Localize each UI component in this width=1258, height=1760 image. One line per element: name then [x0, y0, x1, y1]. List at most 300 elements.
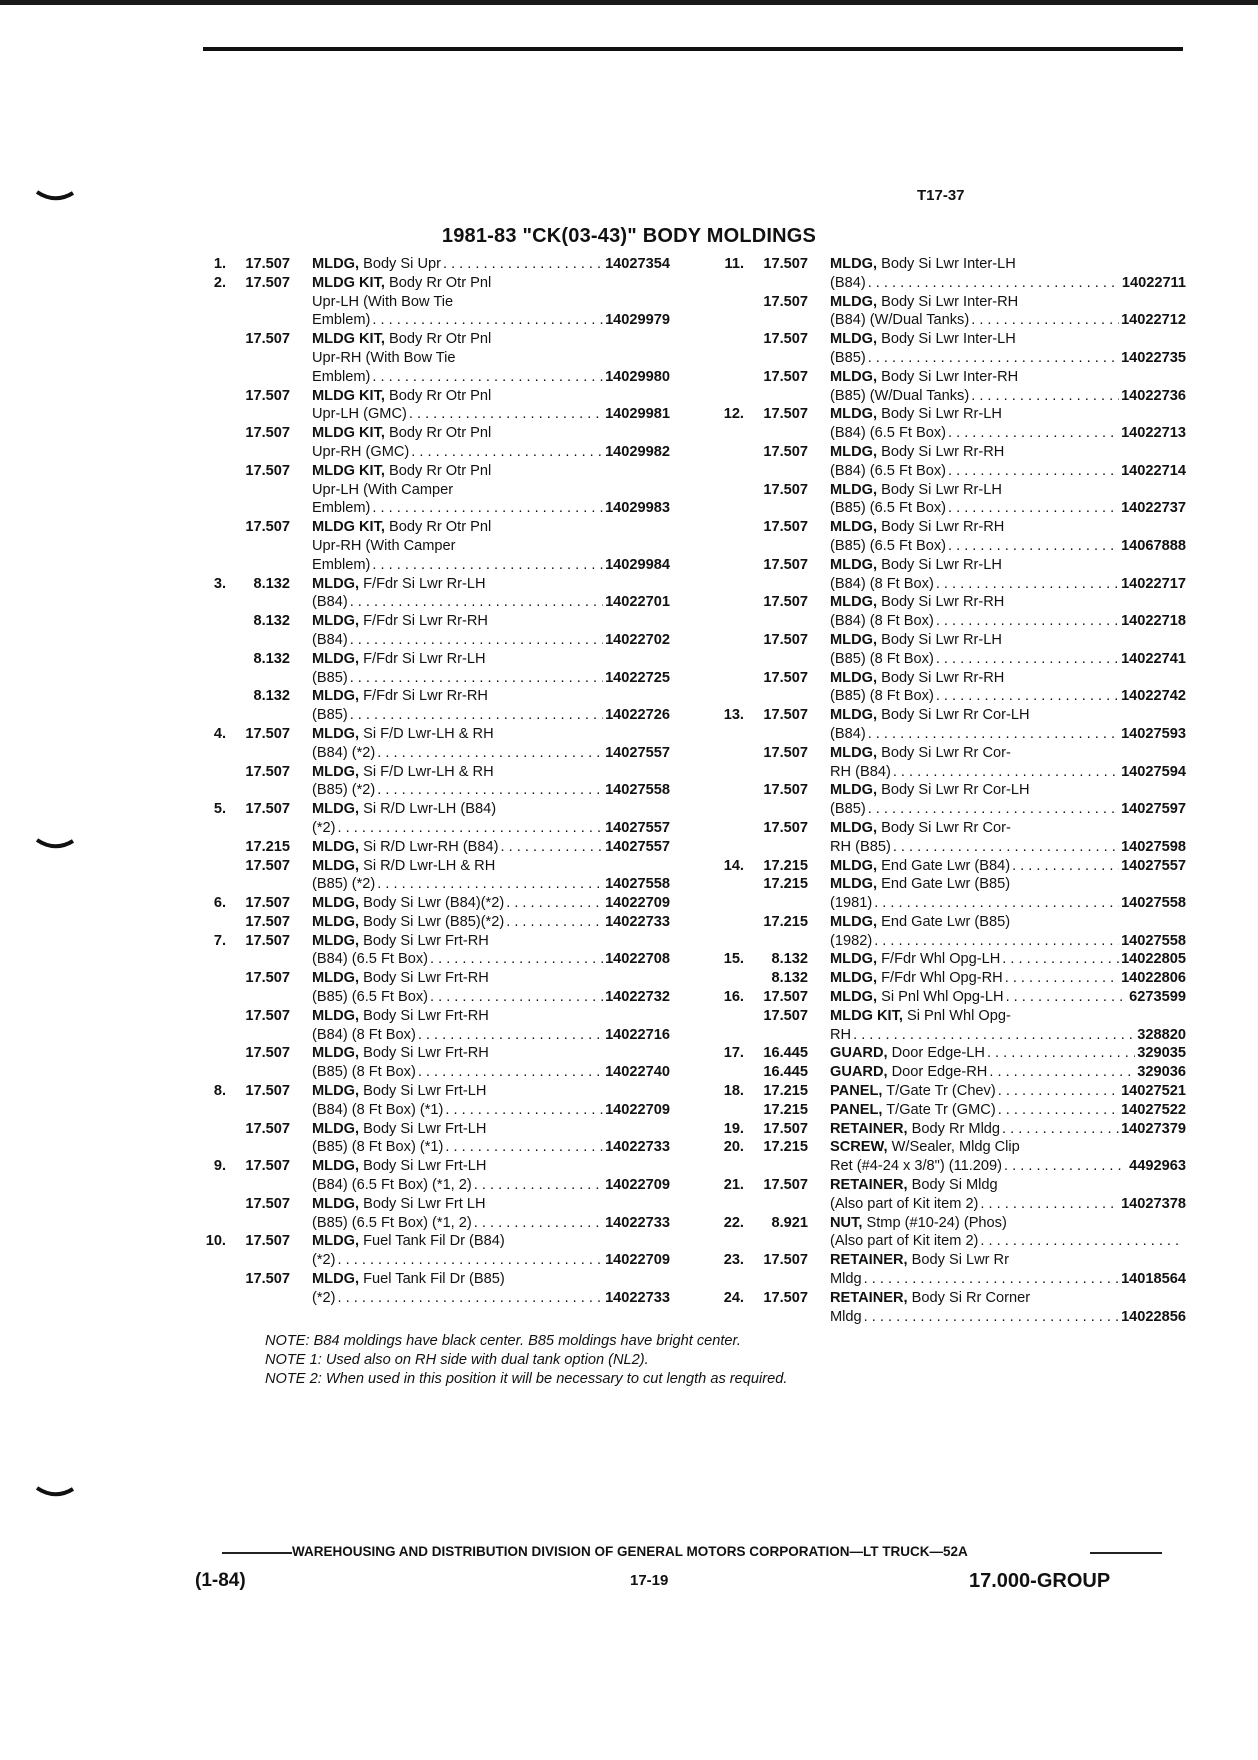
- description-line: [830, 443, 1186, 462]
- part-detail: (B84): [312, 631, 348, 648]
- section-number: 17.507: [245, 1083, 290, 1100]
- parts-entry: [708, 405, 1186, 443]
- dot-leader: [377, 744, 603, 763]
- description-line: [830, 1232, 1186, 1251]
- part-number: 14027557: [605, 744, 670, 761]
- description-text: [312, 1214, 472, 1233]
- description-line: [830, 857, 1186, 876]
- section-number: 17.507: [763, 1007, 808, 1024]
- section-number: 17.507: [763, 406, 808, 423]
- description-line: [830, 1195, 1186, 1214]
- description-text: [312, 462, 491, 481]
- description-text: [830, 575, 934, 594]
- parts-entry: [190, 330, 670, 386]
- part-detail: (1981): [830, 895, 873, 912]
- part-detail: End Gate Lwr (B85): [881, 876, 1011, 893]
- item-number: [190, 1195, 226, 1233]
- description-line: [312, 819, 670, 838]
- part-detail: Body Si Lwr (B85)(*2): [363, 913, 505, 930]
- dot-leader: [971, 311, 1119, 330]
- part-description: [830, 330, 1186, 368]
- part-name: MLDG,: [830, 256, 878, 272]
- section-number: 17.507: [763, 368, 808, 385]
- description-line: [830, 368, 1186, 387]
- binder-hole-mark: [35, 838, 75, 850]
- part-detail: (B85) (6.5 Ft Box) (*1, 2): [312, 1214, 472, 1231]
- dot-leader: [430, 988, 603, 1007]
- description-text: [312, 424, 491, 443]
- part-detail: (B84): [830, 725, 866, 742]
- part-number: 14022737: [1121, 500, 1186, 517]
- description-line: [312, 1270, 670, 1289]
- description-line: [312, 1289, 670, 1308]
- description-line: [830, 255, 1186, 274]
- part-detail: (B85) (8 Ft Box): [830, 650, 934, 667]
- description-text: [830, 1138, 1020, 1157]
- section-number: 17.507: [763, 1252, 808, 1269]
- item-number: [190, 913, 226, 932]
- part-detail: (B85) (*2): [312, 876, 376, 893]
- part-name: MLDG,: [312, 725, 360, 742]
- description-text: [830, 744, 1011, 763]
- section-number: 17.507: [763, 782, 808, 799]
- description-line: [830, 1007, 1186, 1026]
- description-text: [312, 311, 370, 330]
- description-text: [312, 1157, 486, 1176]
- part-description: [830, 781, 1186, 819]
- dot-leader: [501, 838, 604, 857]
- description-line: [312, 349, 670, 368]
- section-number: 17.215: [763, 1101, 808, 1118]
- section-number: 17.215: [763, 1139, 808, 1156]
- part-detail: (*2): [312, 1252, 336, 1269]
- description-text: [312, 838, 499, 857]
- item-number: 20.: [723, 1139, 744, 1156]
- part-detail: Body Si Lwr Rr Cor-LH: [881, 782, 1030, 799]
- description-text: [312, 1044, 489, 1063]
- part-detail: Body Si Lwr Frt-RH: [363, 932, 489, 949]
- description-line: [830, 1308, 1186, 1327]
- description-line: [830, 1157, 1186, 1176]
- part-detail: (Also part of Kit item 2): [830, 1195, 979, 1212]
- part-detail: Body Si Lwr Frt-RH: [363, 1045, 489, 1062]
- binder-hole-mark: [35, 190, 75, 202]
- part-name: GUARD,: [830, 1045, 888, 1062]
- dot-leader: [987, 1044, 1135, 1063]
- description-line: [830, 1176, 1186, 1195]
- parts-entry: [190, 800, 670, 838]
- description-line: [830, 575, 1186, 594]
- description-text: [312, 1026, 416, 1045]
- description-text: [312, 499, 370, 518]
- item-number: 6.: [213, 895, 226, 912]
- description-line: [312, 293, 670, 312]
- part-name: PANEL,: [830, 1083, 883, 1100]
- description-line: [830, 1063, 1186, 1082]
- parts-entry: [708, 593, 1186, 631]
- item-number: 24.: [723, 1289, 744, 1306]
- part-name: MLDG,: [312, 970, 360, 987]
- description-line: [312, 330, 670, 349]
- part-name: MLDG,: [830, 782, 878, 799]
- item-number: [708, 293, 744, 331]
- description-text: [312, 481, 453, 500]
- page-title: 1981-83 "CK(03-43)" BODY MOLDINGS: [441, 225, 817, 247]
- section-number: 17.215: [763, 876, 808, 893]
- description-text: [830, 443, 1004, 462]
- section-number: 8.921: [771, 1214, 808, 1231]
- item-number: [190, 763, 226, 801]
- part-description: [830, 1082, 1186, 1101]
- dot-leader: [338, 819, 604, 838]
- description-text: [830, 499, 946, 518]
- description-text: [830, 462, 946, 481]
- part-detail: (B85): [312, 669, 348, 686]
- section-number: 17.507: [245, 462, 290, 479]
- part-name: MLDG,: [312, 857, 360, 874]
- part-detail: (B84) (6.5 Ft Box): [830, 462, 946, 479]
- section-number: 17.507: [763, 293, 808, 310]
- section-number: 17.507: [245, 425, 290, 442]
- part-description: [830, 556, 1186, 594]
- part-detail: F/Fdr Si Lwr Rr-RH: [363, 688, 488, 705]
- part-detail: Body Si Lwr Rr: [911, 1252, 1009, 1269]
- part-description: [830, 744, 1186, 782]
- part-name: MLDG,: [830, 951, 878, 968]
- description-line: [312, 1251, 670, 1270]
- description-line: [312, 894, 670, 913]
- dot-leader: [980, 1195, 1119, 1214]
- dot-leader: [1002, 1120, 1119, 1139]
- part-name: MLDG KIT,: [312, 274, 385, 291]
- part-description: [312, 857, 670, 895]
- parts-entry: [708, 875, 1186, 913]
- part-detail: Body Si Lwr Inter-RH: [881, 293, 1019, 310]
- part-detail: Upr-LH (With Camper: [312, 481, 454, 498]
- item-number: [190, 1270, 226, 1308]
- description-line: [830, 1214, 1186, 1233]
- dot-leader: [377, 781, 603, 800]
- part-name: PANEL,: [830, 1101, 883, 1118]
- description-text: [830, 763, 891, 782]
- part-number: 14022718: [1121, 613, 1186, 630]
- part-detail: Body Si Lwr Rr-LH: [881, 406, 1002, 423]
- section-number: 17.507: [763, 256, 808, 272]
- description-text: [312, 781, 375, 800]
- part-detail: T/Gate Tr (Chev): [886, 1083, 996, 1100]
- description-line: [312, 443, 670, 462]
- item-number: 1.: [213, 256, 226, 272]
- parts-entry: [190, 1270, 670, 1308]
- section-number: 17.507: [245, 970, 290, 987]
- part-detail: Upr-RH (With Bow Tie: [312, 349, 456, 366]
- description-line: [312, 311, 670, 330]
- item-number: [190, 1120, 226, 1158]
- item-number: 22.: [723, 1214, 744, 1231]
- part-detail: (B84) (6.5 Ft Box): [830, 425, 946, 442]
- part-name: RETAINER,: [830, 1289, 908, 1306]
- part-name: MLDG,: [830, 669, 878, 686]
- section-number: 17.507: [245, 932, 290, 949]
- part-name: MLDG,: [830, 443, 878, 460]
- part-detail: Emblem): [312, 500, 371, 517]
- description-line: [312, 988, 670, 1007]
- parts-entry: [190, 838, 670, 857]
- description-line: [830, 875, 1186, 894]
- dot-leader: [372, 556, 603, 575]
- part-name: MLDG KIT,: [312, 387, 385, 404]
- part-detail: End Gate Lwr (B84): [881, 857, 1011, 874]
- section-number: 17.507: [245, 801, 290, 818]
- section-number: 17.215: [763, 857, 808, 874]
- description-text: [830, 537, 946, 556]
- part-detail: Emblem): [312, 556, 371, 573]
- part-name: MLDG,: [312, 801, 360, 818]
- part-number: 14022716: [605, 1026, 670, 1043]
- part-number: 14027378: [1121, 1195, 1186, 1212]
- parts-entry: [708, 518, 1186, 556]
- part-name: MLDG,: [312, 1045, 360, 1062]
- part-description: [312, 518, 670, 574]
- description-text: [830, 593, 1004, 612]
- parts-entry: [190, 612, 670, 650]
- parts-entry: [708, 1044, 1186, 1063]
- part-description: [312, 913, 670, 932]
- description-text: [830, 349, 866, 368]
- dot-leader: [868, 800, 1119, 819]
- part-name: RETAINER,: [830, 1252, 908, 1269]
- part-detail: Body Si Lwr Inter-LH: [881, 256, 1016, 272]
- description-line: [830, 1270, 1186, 1289]
- part-description: [312, 1044, 670, 1082]
- dot-leader: [506, 894, 603, 913]
- parts-entry: [190, 387, 670, 425]
- dot-leader: [864, 1308, 1119, 1327]
- part-name: MLDG,: [830, 368, 878, 385]
- description-line: [312, 462, 670, 481]
- section-number: 17.507: [245, 895, 290, 912]
- section-number: 17.507: [245, 1271, 290, 1288]
- dot-leader: [445, 1101, 603, 1120]
- part-name: MLDG,: [312, 1158, 360, 1175]
- description-text: [312, 1270, 505, 1289]
- section-number: 17.215: [763, 1083, 808, 1100]
- description-text: [312, 255, 441, 274]
- item-number: [708, 1063, 744, 1082]
- description-text: [312, 650, 486, 669]
- description-line: [830, 593, 1186, 612]
- part-detail: (Also part of Kit item 2): [830, 1233, 979, 1250]
- part-name: MLDG,: [830, 293, 878, 310]
- part-detail: Upr-RH (GMC): [312, 443, 410, 460]
- part-number: 14022805: [1121, 951, 1186, 968]
- section-number: 17.507: [245, 387, 290, 404]
- description-text: [830, 1308, 862, 1327]
- description-text: [830, 988, 1004, 1007]
- dot-leader: [411, 443, 603, 462]
- parts-entry: [190, 725, 670, 763]
- part-description: [830, 631, 1186, 669]
- part-detail: (B84) (8 Ft Box): [830, 613, 934, 630]
- part-number: 14027558: [605, 876, 670, 893]
- description-line: [312, 800, 670, 819]
- dot-leader: [893, 838, 1119, 857]
- description-text: [312, 1082, 486, 1101]
- item-number: [708, 593, 744, 631]
- part-detail: Mldg: [830, 1271, 862, 1288]
- item-number: [708, 669, 744, 707]
- part-detail: Fuel Tank Fil Dr (B85): [363, 1271, 505, 1288]
- part-number: 14022709: [605, 1101, 670, 1118]
- dot-leader: [474, 1214, 603, 1233]
- description-line: [830, 1101, 1186, 1120]
- dot-leader: [1004, 1157, 1127, 1176]
- part-description: [312, 1082, 670, 1120]
- parts-entry: [708, 857, 1186, 876]
- part-number: 14022726: [605, 707, 670, 724]
- item-number: [708, 969, 744, 988]
- description-text: [830, 556, 1002, 575]
- description-text: [830, 311, 969, 330]
- parts-entry: [190, 1007, 670, 1045]
- part-name: GUARD,: [830, 1064, 888, 1081]
- parts-entry: [190, 894, 670, 913]
- item-number: 9.: [213, 1158, 226, 1175]
- item-number: [708, 631, 744, 669]
- section-number: 17.507: [763, 594, 808, 611]
- part-name: MLDG KIT,: [312, 462, 385, 479]
- part-number: 14027354: [605, 256, 670, 272]
- section-number: 17.507: [763, 989, 808, 1006]
- description-text: [830, 969, 1003, 988]
- dot-leader: [350, 593, 603, 612]
- part-description: [830, 1120, 1186, 1139]
- dot-leader: [506, 913, 603, 932]
- description-text: [312, 631, 348, 650]
- description-line: [312, 631, 670, 650]
- part-detail: Fuel Tank Fil Dr (B84): [363, 1233, 505, 1250]
- parts-entry: [190, 932, 670, 970]
- part-number: 14029983: [605, 500, 670, 517]
- part-description: [312, 462, 670, 518]
- part-description: [830, 405, 1186, 443]
- part-detail: F/Fdr Whl Opg-LH: [881, 951, 1001, 968]
- part-detail: Body Si Lwr Inter-LH: [881, 331, 1016, 348]
- section-number: 17.507: [245, 1233, 290, 1250]
- description-line: [830, 800, 1186, 819]
- description-text: [312, 800, 496, 819]
- parts-entry: [708, 744, 1186, 782]
- description-text: [312, 405, 407, 424]
- section-number: 17.507: [245, 1120, 290, 1137]
- part-description: [312, 575, 670, 613]
- part-description: [312, 932, 670, 970]
- part-detail: Body Si Lwr Rr-LH: [881, 631, 1002, 648]
- parts-entry: [708, 819, 1186, 857]
- part-number: 14022736: [1121, 387, 1186, 404]
- item-number: [708, 1007, 744, 1045]
- description-text: [312, 894, 504, 913]
- description-text: [830, 706, 1030, 725]
- item-number: [190, 330, 226, 386]
- part-description: [312, 687, 670, 725]
- description-text: [312, 988, 428, 1007]
- description-line: [830, 1120, 1186, 1139]
- description-line: [830, 1289, 1186, 1308]
- description-line: [830, 932, 1186, 951]
- part-description: [830, 481, 1186, 519]
- dot-leader: [350, 669, 603, 688]
- parts-entry: [708, 330, 1186, 368]
- part-number: 14022733: [605, 1289, 670, 1306]
- part-detail: (B84) (8 Ft Box): [830, 575, 934, 592]
- part-name: MLDG,: [312, 688, 360, 705]
- section-number: 17.507: [245, 857, 290, 874]
- section-number: 8.132: [771, 970, 808, 987]
- parts-entry: [708, 669, 1186, 707]
- description-line: [312, 969, 670, 988]
- description-line: [312, 1026, 670, 1045]
- parts-entry: [708, 1120, 1186, 1139]
- part-name: MLDG KIT,: [312, 425, 385, 442]
- part-description: [312, 1120, 670, 1158]
- description-line: [830, 349, 1186, 368]
- part-number: 14022713: [1121, 425, 1186, 442]
- description-line: [312, 1044, 670, 1063]
- description-line: [830, 1026, 1186, 1045]
- part-description: [830, 913, 1186, 951]
- footer-page-number: 17-19: [630, 1572, 669, 1589]
- part-detail: Body Si Lwr Rr Cor-: [881, 744, 1011, 761]
- part-name: MLDG,: [830, 631, 878, 648]
- item-number: 5.: [213, 801, 226, 818]
- part-number: 14027594: [1121, 763, 1186, 780]
- parts-entry: [708, 443, 1186, 481]
- description-text: [830, 368, 1018, 387]
- part-name: MLDG,: [312, 932, 360, 949]
- part-number: 14022733: [605, 1139, 670, 1156]
- section-number: 17.507: [763, 443, 808, 460]
- description-line: [312, 781, 670, 800]
- part-name: MLDG,: [312, 913, 360, 930]
- part-name: SCREW,: [830, 1139, 888, 1156]
- part-detail: Body Si Upr: [363, 256, 441, 272]
- part-description: [830, 1007, 1186, 1045]
- dot-leader: [474, 1176, 603, 1195]
- section-number: 17.507: [245, 519, 290, 536]
- item-number: [190, 424, 226, 462]
- description-line: [830, 950, 1186, 969]
- description-text: [312, 330, 491, 349]
- description-line: [312, 725, 670, 744]
- parts-entry: [190, 274, 670, 330]
- description-line: [312, 1138, 670, 1157]
- part-detail: (B85) (6.5 Ft Box): [830, 537, 946, 554]
- part-description: [312, 894, 670, 913]
- part-name: MLDG,: [312, 838, 360, 855]
- part-number: 14022725: [605, 669, 670, 686]
- section-number: 16.445: [763, 1045, 808, 1062]
- dot-leader: [1002, 950, 1119, 969]
- footer-publisher: WAREHOUSING AND DISTRIBUTION DIVISION OF GENERAL MOTORS CORPORATION—LT TRUCK—52A: [292, 1544, 968, 1559]
- parts-entry: [708, 969, 1186, 988]
- parts-entry: [708, 255, 1186, 293]
- description-line: [830, 499, 1186, 518]
- part-detail: RH (B85): [830, 838, 891, 855]
- description-line: [830, 537, 1186, 556]
- description-line: [312, 593, 670, 612]
- item-number: [190, 650, 226, 688]
